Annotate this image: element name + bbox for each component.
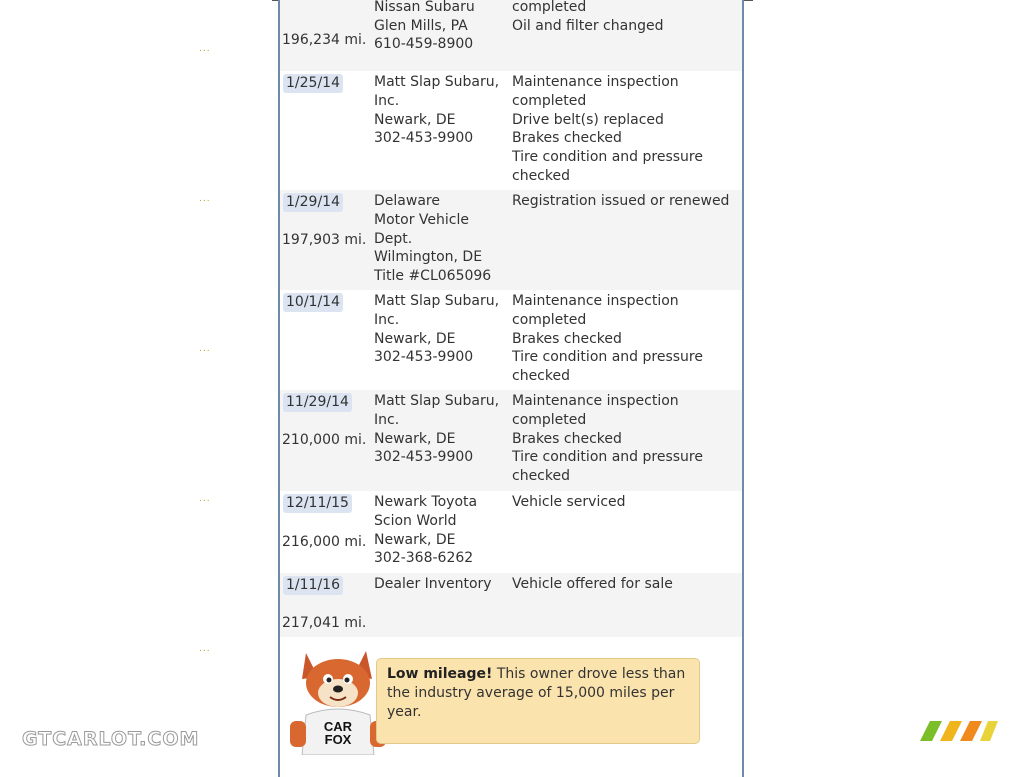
source-line: Nissan Subaru [374,0,475,15]
notice-text: This owner drove less than the industry average of 15,000 miles per year. [387,666,686,720]
record-comments [512,292,742,386]
source-line: Glen Mills, PA [374,17,468,34]
comment-line: Drive belt(s) replaced [512,111,664,128]
source-line: Newark, DE [374,330,456,347]
comment-line: Registration issued or renewed [512,193,730,209]
notice-headline: Low mileage! [387,666,493,682]
history-record [280,290,742,391]
source-line: 610-459-8900 [374,36,474,53]
source-line: Motor Vehicle [374,211,469,228]
record-mileage: 196,234 mi. [282,32,367,48]
record-mileage: 210,000 mi. [282,432,367,448]
record-source [374,575,510,594]
record-mileage: 197,903 mi. [282,232,367,248]
record-source [374,292,510,367]
page-dots: ... [199,494,211,504]
record-source [374,192,510,286]
source-line: Matt Slap Subaru, [374,393,500,409]
comment-line: Tire condition and pressure [512,349,703,366]
comment-line: checked [512,167,570,184]
page-dots: ... [199,644,211,654]
history-record [280,491,742,574]
source-line: Inc. [374,92,400,109]
record-comments [512,392,742,486]
low-mileage-callout [280,637,742,777]
comment-line: completed [512,311,587,328]
carfox-mascot-icon [288,643,388,755]
record-source [374,0,510,54]
record-date: 1/25/14 [283,74,343,93]
record-date: 1/29/14 [283,193,343,212]
source-line: Scion World [374,512,457,529]
source-line: Matt Slap Subaru, [374,293,500,309]
record-comments [512,0,742,35]
source-line: Newark Toyota [374,494,478,510]
source-line: Newark, DE [374,430,456,447]
comment-line: Vehicle serviced [512,494,626,510]
history-record [280,0,742,72]
comment-line: Brakes checked [512,430,622,447]
source-line: Delaware [374,193,440,209]
page-dots: ... [199,344,211,354]
comment-line: Maintenance inspection [512,74,679,90]
history-record [280,190,742,291]
record-comments [512,575,742,594]
record-source [374,392,510,467]
source-line: Wilmington, DE [374,249,483,266]
source-line: Newark, DE [374,111,456,128]
low-mileage-notice [376,658,700,744]
comment-line: checked [512,468,570,485]
comment-line: Oil and filter changed [512,17,664,34]
comment-line: Maintenance inspection [512,293,679,309]
mascot-shirt-text: FOX [324,732,352,747]
gtcarlot-watermark: GTCARLOT.COM [22,728,200,750]
mascot-shirt-text: CAR [323,719,353,734]
comment-line: Tire condition and pressure [512,449,703,466]
record-mileage: 216,000 mi. [282,534,367,550]
page-dots: ... [199,44,211,54]
record-date: 1/11/16 [283,576,343,595]
source-line: 302-453-9900 [374,130,474,147]
source-line: Dealer Inventory [374,576,492,592]
page-dots: ... [199,194,211,204]
record-comments [512,73,742,186]
source-line: Title #CL065096 [374,268,492,285]
record-date: 11/29/14 [283,393,352,412]
record-date: 10/1/14 [283,293,343,312]
comment-line: Tire condition and pressure [512,149,703,166]
comment-line: checked [512,368,570,385]
record-mileage: 217,041 mi. [282,615,367,631]
record-comments [512,192,742,211]
source-line: Inc. [374,311,400,328]
comment-line: Brakes checked [512,130,622,147]
record-source [374,73,510,148]
source-line: Newark, DE [374,531,456,548]
record-source [374,493,510,568]
source-line: Dept. [374,230,413,247]
source-line: 302-453-9900 [374,349,474,366]
source-line: 302-453-9900 [374,449,474,466]
comment-line: completed [512,0,587,15]
comment-line: Brakes checked [512,330,622,347]
history-report [278,0,744,777]
record-comments [512,493,742,512]
source-line: 302-368-6262 [374,550,474,567]
record-date: 12/11/15 [283,494,352,513]
comment-line: completed [512,92,587,109]
comment-line: completed [512,411,587,428]
comment-line: Vehicle offered for sale [512,576,673,592]
history-record [280,71,742,191]
gtcarlot-stripes-logo [920,721,998,741]
history-record [280,390,742,492]
source-line: Matt Slap Subaru, [374,74,500,90]
source-line: Inc. [374,411,400,428]
comment-line: Maintenance inspection [512,393,679,409]
history-record [280,573,742,639]
